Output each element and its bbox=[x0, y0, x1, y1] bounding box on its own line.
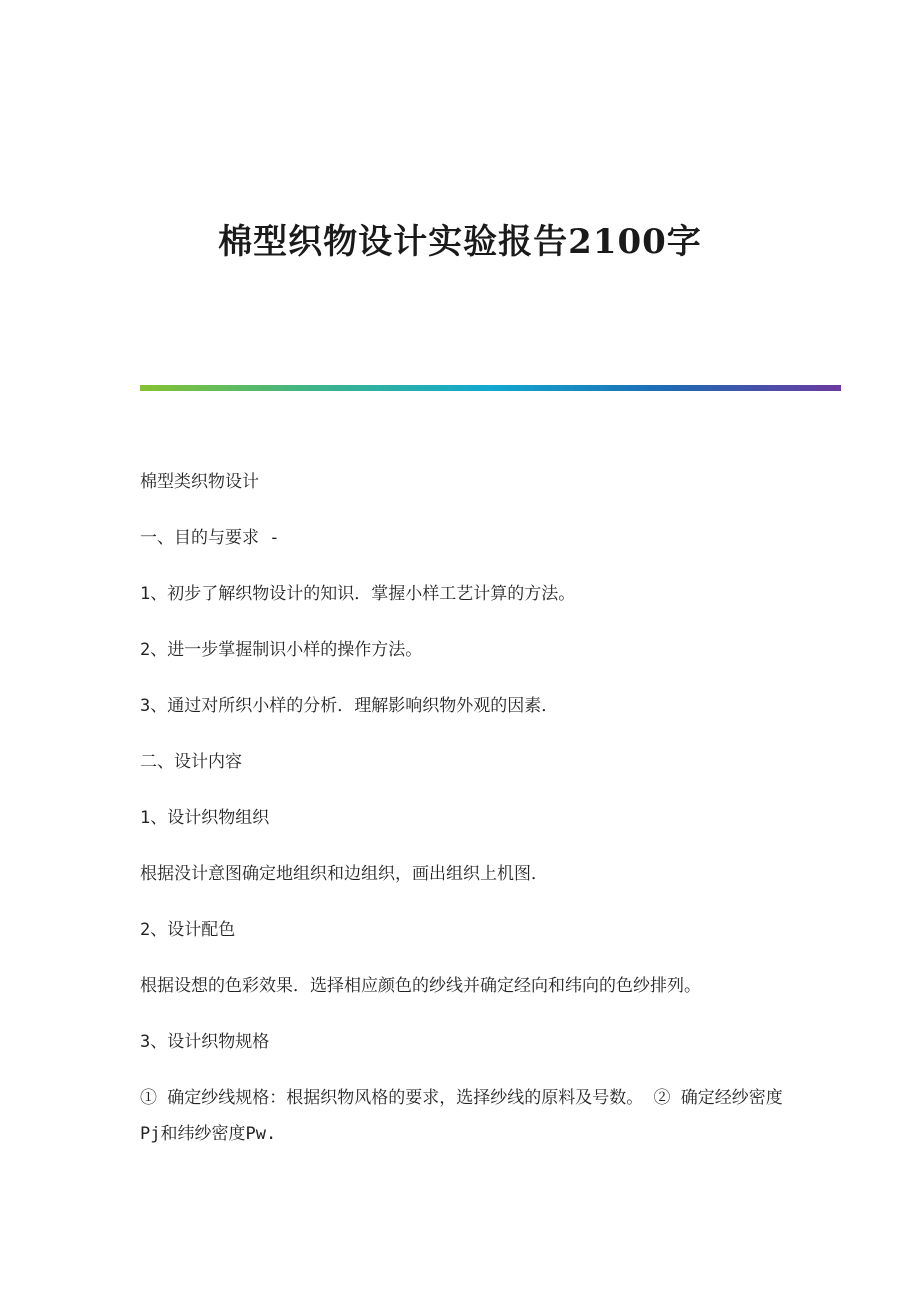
list-item: 2、进一步掌握制识小样的操作方法。 bbox=[140, 640, 423, 660]
body-paragraph: 根据没计意图确定地组织和边组织，画出组织上机图． bbox=[140, 864, 548, 884]
list-item: 1、初步了解织物设计的知识．掌握小样工艺计算的方法。 bbox=[140, 584, 576, 604]
body-paragraph: ① 确定纱线规格：根据织物风格的要求，选择纱线的原料及号数。 ② 确定经纱密度Pj和纬纱密度Pw. bbox=[140, 1088, 783, 1144]
section-heading: 二、设计内容 bbox=[140, 752, 242, 772]
subsection-heading: 2、设计配色 bbox=[140, 920, 236, 940]
subsection-heading: 1、设计织物组织 bbox=[140, 808, 270, 828]
body-paragraph: 根据设想的色彩效果．选择相应颜色的纱线并确定经向和纬向的色纱排列。 bbox=[140, 976, 701, 996]
list-item: 3、通过对所织小样的分析．理解影响织物外观的因素． bbox=[140, 696, 559, 716]
title-divider bbox=[140, 385, 841, 391]
subsection-heading: 3、设计织物规格 bbox=[140, 1032, 270, 1052]
document-title: 棉型织物设计实验报告2100字 bbox=[218, 222, 702, 262]
document-body bbox=[140, 467, 800, 1178]
section-heading: 一、目的与要求 - bbox=[140, 528, 280, 548]
section-heading: 棉型类织物设计 bbox=[140, 472, 259, 492]
